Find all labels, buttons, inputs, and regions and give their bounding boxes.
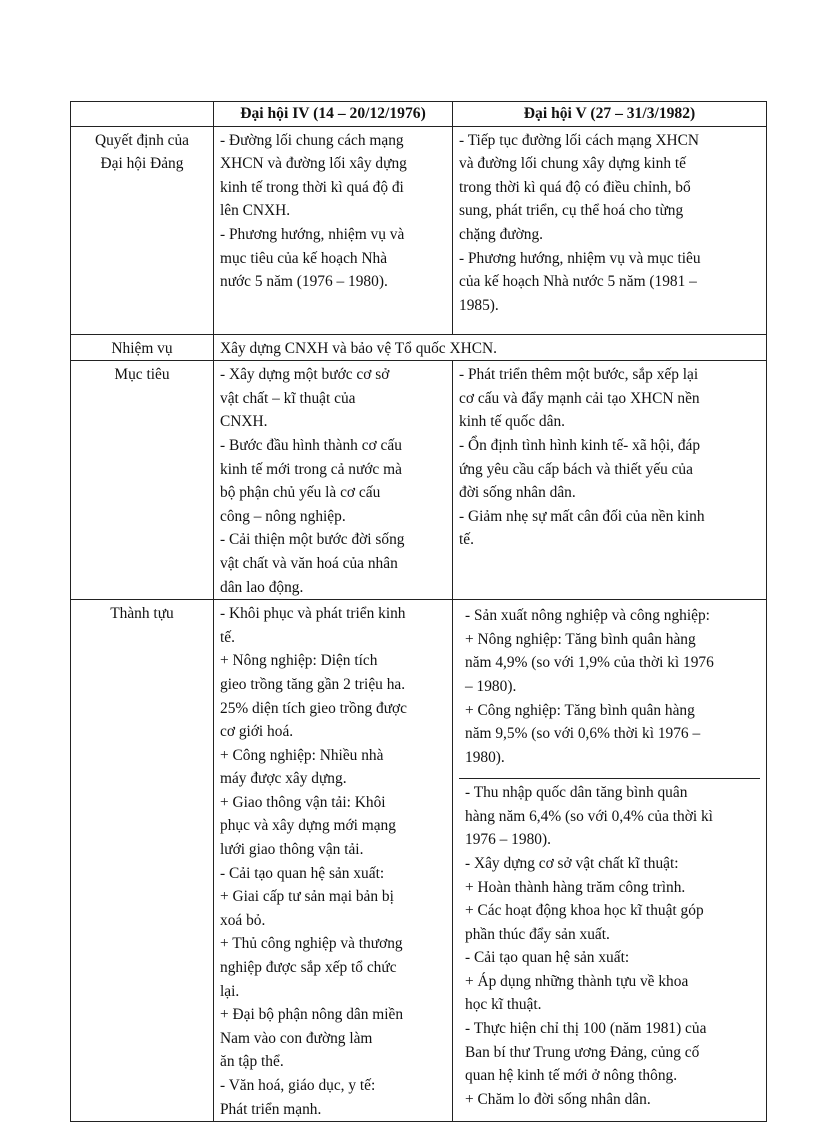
text-line: + Chăm lo đời sống nhân dân. — [465, 1090, 651, 1108]
text-line: - Thực hiện chỉ thị 100 (năm 1981) của — [465, 1020, 707, 1038]
text-line: năm 4,9% (so với 1,9% của thời kì 1976 — [465, 654, 714, 672]
text-line: lên CNXH. — [220, 202, 291, 220]
text-line: + Hoàn thành hàng trăm công trình. — [465, 878, 686, 896]
cell-achievements-iv — [214, 600, 453, 1122]
text-line: + Công nghiệp: Tăng bình quân hàng — [465, 701, 695, 719]
text-line: - Phương hướng, nhiệm vụ và — [220, 225, 405, 243]
text-line: kinh tế quốc dân. — [459, 413, 565, 431]
text-line: của kế hoạch Nhà nước 5 năm (1981 – — [459, 273, 697, 291]
label-line: Mục tiêu — [114, 366, 170, 384]
header-congress-v: Đại hội V (27 – 31/3/1982) — [453, 102, 767, 127]
text-line: + Các hoạt động khoa học kĩ thuật góp — [465, 902, 704, 920]
text-line: + Nông nghiệp: Tăng bình quân hàng — [465, 630, 696, 648]
text-line: chặng đường. — [459, 225, 544, 243]
row-task — [71, 334, 767, 361]
text-line: - Phương hướng, nhiệm vụ và mục tiêu — [459, 249, 701, 267]
text-line: cơ giới hoá. — [220, 723, 294, 741]
text-line: lưới giao thông vận tải. — [220, 841, 364, 859]
text-line: bộ phận chủ yếu là cơ cấu — [220, 484, 381, 502]
text-line: - Đường lối chung cách mạng — [220, 131, 404, 149]
cell-achievements-v — [453, 600, 767, 1122]
text-line: CNXH. — [220, 413, 268, 431]
text-line: học kĩ thuật. — [465, 996, 542, 1014]
text-line: tế. — [220, 628, 235, 646]
text-line: - Ổn định tình hình kinh tế- xã hội, đáp — [459, 436, 701, 454]
text-line: trong thời kì quá độ có điều chỉnh, bổ — [459, 178, 691, 196]
text-line: 1980). — [465, 748, 505, 766]
row-achievements — [71, 600, 767, 1122]
text-line: + Áp dụng những thành tựu về khoa — [465, 972, 689, 990]
text-line: - Phát triển thêm một bước, sắp xếp lại — [459, 366, 699, 384]
text-line: đời sống nhân dân. — [459, 484, 576, 502]
text-line: sung, phát triển, cụ thể hoá cho từng — [459, 202, 684, 220]
text-line: phục và xây dựng mới mạng — [220, 817, 396, 835]
text-line: Nam vào con đường làm — [220, 1029, 373, 1047]
text-line: hàng năm 6,4% (so với 0,4% của thời kì — [465, 807, 713, 825]
text-line: năm 9,5% (so với 0,6% thời kì 1976 – — [465, 725, 701, 743]
text-line: Phát triển mạnh. — [220, 1100, 322, 1118]
text-line: máy được xây dựng. — [220, 770, 347, 788]
text-line: - Cải thiện một bước đời sống — [220, 531, 405, 549]
row-label-goals — [71, 361, 214, 600]
label-line: Nhiệm vụ — [111, 339, 173, 357]
text-line: gieo trồng tăng gần 2 triệu ha. — [220, 675, 406, 693]
text-line: - Cải tạo quan hệ sản xuất: — [465, 949, 630, 967]
text-line: mục tiêu của kế hoạch Nhà — [220, 249, 388, 267]
text-line: dân lao động. — [220, 578, 304, 596]
text-line: vật chất và văn hoá của nhân — [220, 554, 398, 572]
text-line: + Thủ công nghiệp và thương — [220, 935, 403, 953]
text-line: - Xây dựng cơ sở vật chất kĩ thuật: — [465, 854, 679, 872]
text-line: phần thúc đẩy sản xuất. — [465, 925, 610, 943]
text-line: xoá bỏ. — [220, 911, 266, 929]
text-line: và đường lối chung xây dựng kinh tế — [459, 155, 687, 173]
text-line: vật chất – kĩ thuật của — [220, 389, 356, 407]
row-goals — [71, 361, 767, 600]
text-line: XHCN và đường lối xây dựng — [220, 155, 407, 173]
label-line: Đại hội Đảng — [100, 155, 184, 173]
text-line: cơ cấu và đẩy mạnh cải tạo XHCN nền — [459, 389, 700, 407]
comparison-table — [70, 101, 767, 1122]
text-line: + Giai cấp tư sản mại bản bị — [220, 888, 394, 906]
text-line: ăn tập thể. — [220, 1053, 284, 1071]
achievements-v-production — [459, 602, 760, 778]
cell-goals-iv — [214, 361, 453, 600]
row-label-achievements — [71, 600, 214, 1122]
text-line: 1976 – 1980). — [465, 831, 551, 849]
cell-decision-v — [453, 126, 767, 334]
text-line: - Xây dựng một bước cơ sở — [220, 366, 390, 384]
header-congress-iv: Đại hội IV (14 – 20/12/1976) — [214, 102, 453, 127]
text-line: + Giao thông vận tải: Khôi — [220, 793, 386, 811]
text-line: 25% diện tích gieo trồng được — [220, 699, 408, 717]
row-label-task — [71, 334, 214, 361]
achievements-v-income — [459, 778, 760, 1111]
header-row — [71, 102, 767, 127]
text-line: + Đại bộ phận nông dân miền — [220, 1006, 404, 1024]
text-line: công – nông nghiệp. — [220, 507, 346, 525]
text-line: + Nông nghiệp: Diện tích — [220, 652, 378, 670]
label-line: Quyết định của — [94, 131, 190, 149]
text-line: - Khôi phục và phát triển kinh — [220, 605, 406, 623]
text-line: tế. — [459, 531, 474, 549]
text-line: - Giảm nhẹ sự mất cân đối của nền kinh — [459, 507, 705, 525]
text-line: – 1980). — [465, 677, 517, 695]
text-line: kinh tế trong thời kì quá độ đi — [220, 178, 404, 196]
text-line: - Tiếp tục đường lối cách mạng XHCN — [459, 131, 700, 149]
text-line: - Sản xuất nông nghiệp và công nghiệp: — [465, 607, 710, 625]
label-line: Thành tựu — [110, 605, 174, 623]
text-line: lại. — [220, 982, 240, 1000]
text-line: - Văn hoá, giáo dục, y tế: — [220, 1077, 376, 1094]
text-line: + Công nghiệp: Nhiều nhà — [220, 746, 384, 764]
text-line: - Cải tạo quan hệ sản xuất: — [220, 864, 385, 882]
row-label-decision — [71, 126, 214, 334]
text-line: kinh tế mới trong cả nước mà — [220, 460, 402, 478]
text-line: nghiệp được sắp xếp tổ chức — [220, 959, 397, 977]
text-line: - Thu nhập quốc dân tăng bình quân — [465, 784, 688, 802]
text-line: - Bước đầu hình thành cơ cấu — [220, 436, 402, 454]
header-empty — [71, 102, 214, 127]
cell-decision-iv — [214, 126, 453, 334]
text-line: 1985). — [459, 296, 499, 314]
text-line: ứng yêu cầu cấp bách và thiết yếu của — [459, 460, 693, 478]
row-decision — [71, 126, 767, 334]
cell-task-merged: Xây dựng CNXH và bảo vệ Tổ quốc XHCN. — [214, 334, 767, 361]
text-line: Ban bí thư Trung ương Đảng, củng cố — [465, 1043, 700, 1061]
cell-goals-v — [453, 361, 767, 600]
text-line: quan hệ kinh tế mới ở nông thông. — [465, 1067, 678, 1085]
text-line: nước 5 năm (1976 – 1980). — [220, 273, 388, 291]
